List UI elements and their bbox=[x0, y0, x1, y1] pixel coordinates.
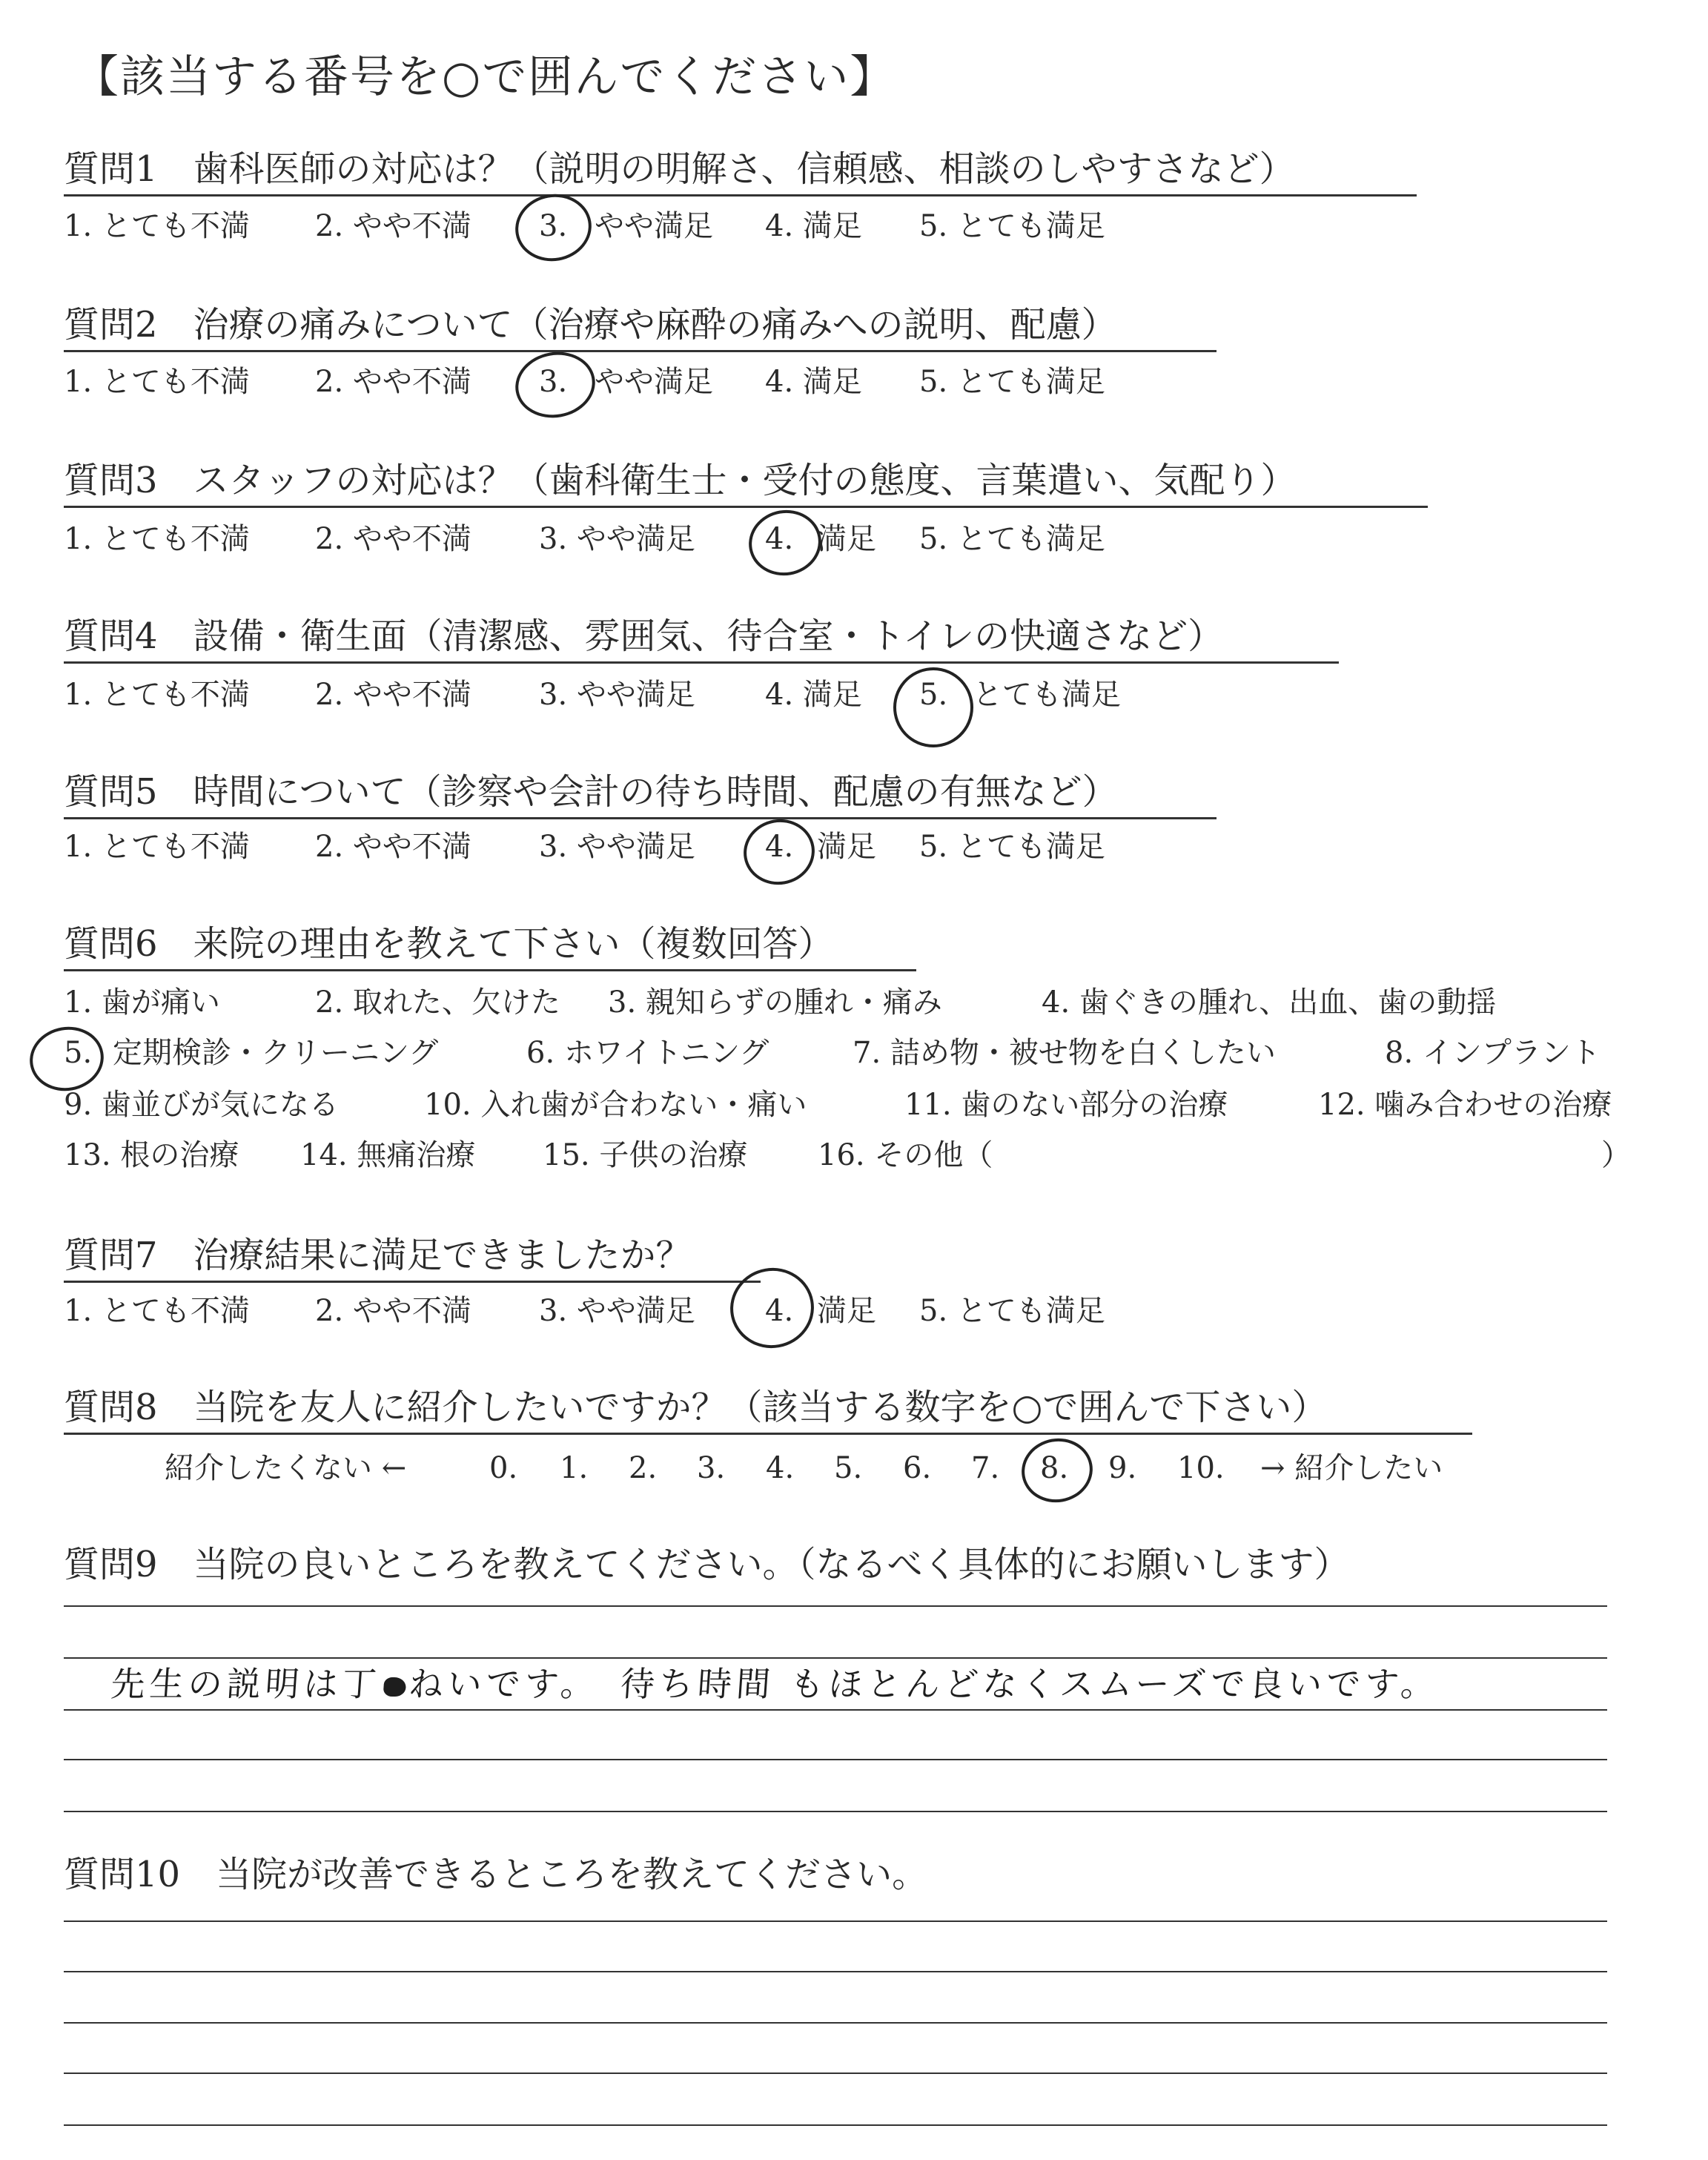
q3-option-4-number[interactable]: 4. bbox=[765, 522, 794, 556]
q10-answer-line-5 bbox=[64, 2124, 1607, 2126]
q6-option-5-label[interactable]: 定期検診・クリーニング bbox=[113, 1036, 439, 1070]
q10-answer-line-2 bbox=[64, 1971, 1607, 1972]
q9-answer-line-5 bbox=[64, 1811, 1607, 1812]
q5-option-1[interactable]: 1. とても不満 bbox=[64, 830, 250, 864]
q4-option-5-label[interactable]: とても満足 bbox=[973, 678, 1121, 712]
q6-option-2[interactable]: 2. 取れた、欠けた bbox=[315, 985, 560, 1020]
q1-option-3-number[interactable]: 3. bbox=[539, 209, 568, 243]
q1-option-3-label[interactable]: やや満足 bbox=[595, 209, 713, 243]
q7-option-2[interactable]: 2. やや不満 bbox=[315, 1294, 471, 1328]
q8-score-9[interactable]: 9. bbox=[1108, 1451, 1137, 1485]
q3-option-3[interactable]: 3. やや満足 bbox=[539, 522, 695, 556]
q8-score-2[interactable]: 2. bbox=[629, 1451, 658, 1485]
q4-option-5-number[interactable]: 5. bbox=[919, 678, 948, 712]
q8-left-label: 紹介したくない ← bbox=[165, 1451, 407, 1485]
q1-option-5[interactable]: 5. とても満足 bbox=[919, 209, 1105, 243]
q3-option-1[interactable]: 1. とても不満 bbox=[64, 522, 250, 556]
q9-handwritten-answer[interactable] bbox=[110, 1657, 1441, 1706]
q8-score-0[interactable]: 0. bbox=[489, 1451, 518, 1485]
q6-option-16-close: ） bbox=[1601, 1138, 1631, 1172]
q7-option-4-number[interactable]: 4. bbox=[765, 1294, 794, 1328]
q4-option-2[interactable]: 2. やや不満 bbox=[315, 678, 471, 712]
q8-score-6[interactable]: 6. bbox=[903, 1451, 932, 1485]
form-title: 【該当する番号を○で囲んでください】 bbox=[74, 51, 896, 103]
q5-option-2[interactable]: 2. やや不満 bbox=[315, 830, 471, 864]
q6-option-6[interactable]: 6. ホワイトニング bbox=[526, 1036, 769, 1070]
q6-option-14[interactable]: 14. 無痛治療 bbox=[300, 1138, 476, 1172]
q5-option-5[interactable]: 5. とても満足 bbox=[919, 830, 1105, 864]
q8-score-7[interactable]: 7. bbox=[971, 1451, 1000, 1485]
q8-selection-circle bbox=[1016, 1433, 1097, 1507]
q4-option-1[interactable]: 1. とても不満 bbox=[64, 678, 250, 712]
q9-answer-text-part1: 先生の説明は丁 bbox=[109, 1664, 383, 1704]
q6-option-1[interactable]: 1. 歯が痛い bbox=[64, 985, 220, 1020]
q3-heading: 質問3 スタッフの対応は？（歯科衛生士・受付の態度、言葉遣い、気配り） bbox=[64, 460, 1428, 508]
q1-option-4[interactable]: 4. 満足 bbox=[765, 209, 862, 243]
q7-option-3[interactable]: 3. やや満足 bbox=[539, 1294, 695, 1328]
q8-heading: 質問8 当院を友人に紹介したいですか？（該当する数字を○で囲んで下さい） bbox=[64, 1387, 1472, 1435]
q6-option-4[interactable]: 4. 歯ぐきの腫れ、出血、歯の動揺 bbox=[1042, 985, 1497, 1020]
q2-selection-circle bbox=[510, 346, 600, 423]
q4-option-4[interactable]: 4. 満足 bbox=[765, 678, 862, 712]
q5-option-4-label[interactable]: 満足 bbox=[817, 830, 876, 864]
ink-blot bbox=[383, 1677, 407, 1697]
q10-answer-line-3 bbox=[64, 2022, 1607, 2024]
q2-option-3-number[interactable]: 3. bbox=[539, 365, 568, 399]
q6-option-3[interactable]: 3. 親知らずの腫れ・痛み bbox=[608, 985, 942, 1020]
q4-option-3[interactable]: 3. やや満足 bbox=[539, 678, 695, 712]
q6-heading: 質問6 来院の理由を教えて下さい（複数回答） bbox=[64, 923, 916, 971]
q3-option-4-label[interactable]: 満足 bbox=[817, 522, 876, 556]
q5-option-4-number[interactable]: 4. bbox=[765, 830, 794, 864]
q10-answer-line-1 bbox=[64, 1920, 1607, 1922]
q3-selection-circle bbox=[744, 504, 827, 581]
q8-score-5[interactable]: 5. bbox=[834, 1451, 863, 1485]
q6-option-7[interactable]: 7. 詰め物・被せ物を白くしたい bbox=[853, 1036, 1276, 1070]
q6-option-15[interactable]: 15. 子供の治療 bbox=[543, 1138, 748, 1172]
q8-score-1[interactable]: 1. bbox=[560, 1451, 589, 1485]
q9-heading: 質問9 当院の良いところを教えてください。（なるべく具体的にお願いします） bbox=[64, 1544, 1350, 1585]
q8-score-8[interactable]: 8. bbox=[1040, 1451, 1069, 1485]
q6-option-11[interactable]: 11. 歯のない部分の治療 bbox=[904, 1088, 1228, 1122]
q6-option-13[interactable]: 13. 根の治療 bbox=[64, 1138, 239, 1172]
q1-selection-circle bbox=[510, 188, 597, 268]
q6-option-16[interactable]: 16. その他（ bbox=[818, 1138, 993, 1172]
q4-heading: 質問4 設備・衛生面（清潔感、雰囲気、待合室・トイレの快適さなど） bbox=[64, 615, 1339, 664]
q4-selection-circle bbox=[887, 661, 979, 753]
q7-option-5[interactable]: 5. とても満足 bbox=[919, 1294, 1105, 1328]
q9-answer-text-part2: ねいです。 待ち時間 もほとんどなくスムーズで良いです。 bbox=[407, 1664, 1441, 1704]
q2-heading: 質問2 治療の痛みについて（治療や麻酔の痛みへの説明、配慮） bbox=[64, 304, 1217, 352]
q9-answer-line-1 bbox=[64, 1605, 1607, 1607]
q6-option-9[interactable]: 9. 歯並びが気になる bbox=[64, 1088, 339, 1122]
q2-option-2[interactable]: 2. やや不満 bbox=[315, 365, 471, 399]
q7-option-4-label[interactable]: 満足 bbox=[817, 1294, 876, 1328]
q1-heading: 質問1 歯科医師の対応は？（説明の明解さ、信頼感、相談のしやすさなど） bbox=[64, 148, 1417, 196]
q6-selection-circle bbox=[24, 1021, 108, 1097]
q8-score-10[interactable]: 10. bbox=[1177, 1451, 1225, 1485]
q6-option-12[interactable]: 12. 噛み合わせの治療 bbox=[1318, 1088, 1612, 1122]
q9-answer-line-4 bbox=[64, 1759, 1607, 1760]
q9-answer-line-3 bbox=[64, 1709, 1607, 1711]
q3-option-2[interactable]: 2. やや不満 bbox=[315, 522, 471, 556]
q2-option-5[interactable]: 5. とても満足 bbox=[919, 365, 1105, 399]
q7-option-1[interactable]: 1. とても不満 bbox=[64, 1294, 250, 1328]
q8-score-3[interactable]: 3. bbox=[697, 1451, 726, 1485]
q6-option-8[interactable]: 8. インプラント bbox=[1385, 1036, 1601, 1070]
q8-right-label: → 紹介したい bbox=[1260, 1451, 1443, 1485]
q6-option-5-number[interactable]: 5. bbox=[64, 1036, 93, 1070]
q5-option-3[interactable]: 3. やや満足 bbox=[539, 830, 695, 864]
q2-option-3-label[interactable]: やや満足 bbox=[595, 365, 713, 399]
q1-option-2[interactable]: 2. やや不満 bbox=[315, 209, 471, 243]
q2-option-1[interactable]: 1. とても不満 bbox=[64, 365, 250, 399]
q5-selection-circle bbox=[738, 813, 820, 890]
q8-score-4[interactable]: 4. bbox=[766, 1451, 795, 1485]
q6-option-10[interactable]: 10. 入れ歯が合わない・痛い bbox=[424, 1088, 807, 1122]
q1-option-1[interactable]: 1. とても不満 bbox=[64, 209, 250, 243]
q10-heading: 質問10 当院が改善できるところを教えてください。 bbox=[64, 1854, 928, 1895]
q5-heading: 質問5 時間について（診察や会計の待ち時間、配慮の有無など） bbox=[64, 771, 1217, 819]
q2-option-4[interactable]: 4. 満足 bbox=[765, 365, 862, 399]
q10-answer-line-4 bbox=[64, 2073, 1607, 2074]
q7-heading: 質問7 治療結果に満足できましたか？ bbox=[64, 1235, 761, 1283]
q3-option-5[interactable]: 5. とても満足 bbox=[919, 522, 1105, 556]
